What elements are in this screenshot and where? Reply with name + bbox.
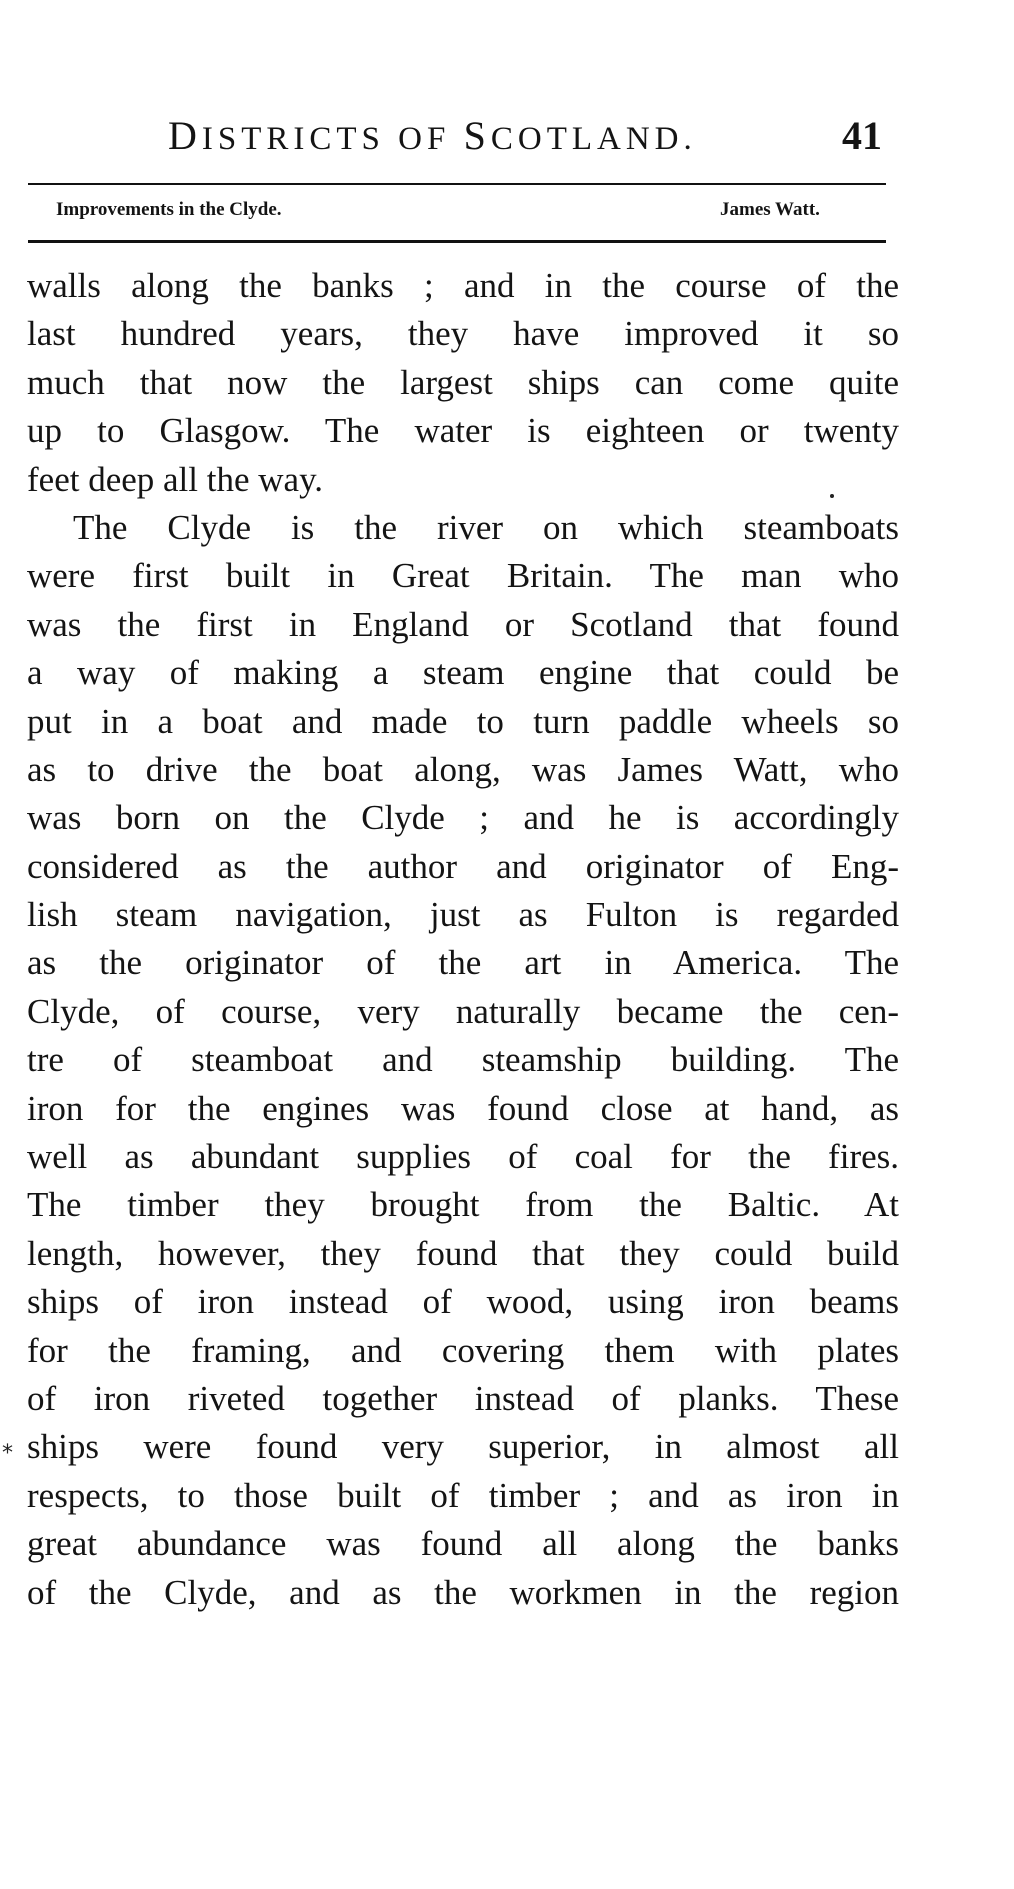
text-line: tre of steamboat and steamship building. The [27, 1040, 899, 1080]
text-line: ships of iron instead of wood, using iron beams [27, 1282, 899, 1322]
title-initial-s: S [463, 113, 491, 158]
subheading-right: James Watt. [720, 199, 820, 220]
page-number: 41 [842, 113, 882, 158]
text-line: length, however, they found that they could build [27, 1233, 899, 1273]
text-line: great abundance was found all along the banks [27, 1524, 899, 1564]
text-line: last hundred years, they have improved it so [27, 314, 899, 354]
title-smallcaps-cotland: COTLAND. [490, 121, 697, 157]
text-line: for the framing, and covering them with plates [27, 1330, 899, 1370]
text-line: a way of making a steam engine that could be [27, 653, 899, 693]
text-line: lish steam navigation, just as Fulton is regarded [27, 895, 899, 935]
body-text [27, 262, 899, 1617]
text-line: as the originator of the art in America. The [27, 943, 899, 983]
text-line: of the Clyde, and as the workmen in the region [27, 1572, 899, 1612]
text-line: up to Glasgow. The water is eighteen or twenty [27, 411, 899, 451]
text-line: well as abundant supplies of coal for the fires. [27, 1137, 899, 1177]
text-line: considered as the author and originator of Eng- [27, 846, 899, 886]
text-line: feet deep all the way. [27, 459, 324, 499]
text-line: ships were found very superior, in almost all [27, 1427, 899, 1467]
text-line: Clyde, of course, very naturally became the cen- [27, 991, 899, 1031]
text-line: was the first in England or Scotland that found [27, 604, 899, 644]
text-line: The Clyde is the river on which steamboats [73, 507, 899, 547]
text-line: The timber they brought from the Baltic. At [27, 1185, 899, 1225]
text-line: were first built in Great Britain. The man who [27, 556, 899, 596]
text-line: was born on the Clyde ; and he is accordingly [27, 798, 899, 838]
header-rule-top [28, 183, 886, 185]
title-initial-d: D [168, 113, 202, 158]
text-line: iron for the engines was found close at hand, as [27, 1088, 899, 1128]
ink-speck [830, 494, 834, 498]
subheading-left: Improvements in the Clyde. [56, 199, 282, 220]
text-line: walls along the banks ; and in the course of the [27, 266, 899, 305]
text-line: put in a boat and made to turn paddle wheels so [27, 701, 899, 741]
running-head-title [168, 112, 868, 159]
text-line: as to drive the boat along, was James Watt, who [27, 749, 899, 789]
margin-mark: * [2, 1441, 13, 1466]
title-smallcaps-istricts-of: ISTRICTS OF [201, 121, 464, 157]
text-line: respects, to those built of timber ; and as iron in [27, 1475, 899, 1515]
text-line: of iron riveted together instead of planks. These [27, 1378, 899, 1418]
text-line: much that now the largest ships can come quite [27, 362, 899, 402]
header-rule-bottom [28, 240, 886, 243]
